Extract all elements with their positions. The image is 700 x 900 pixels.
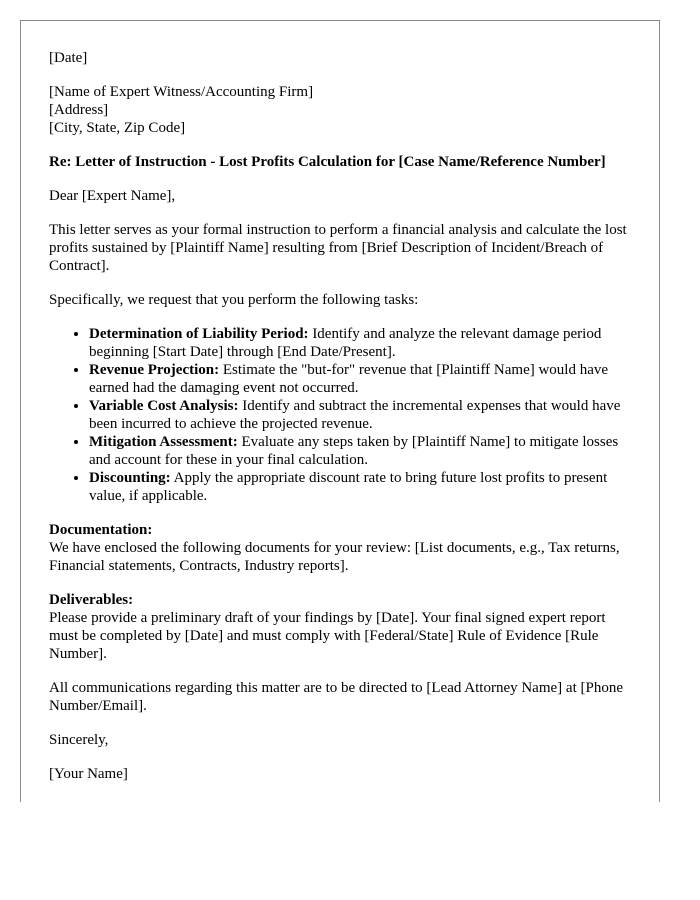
documentation-text: We have enclosed the following documents for your review: [List documents, e.g., Tax returns, Financial statements, Contracts, Industry reports]. bbox=[49, 540, 620, 574]
salutation: Dear [Expert Name], bbox=[49, 188, 176, 204]
deliverables-section bbox=[49, 591, 629, 663]
deliverables-text: Please provide a preliminary draft of your findings by [Date]. Your final signed expert report must be completed by [Date] and must comply with [Federal/State] Rule of Evidence [Rule Number]. bbox=[49, 610, 606, 662]
task-item bbox=[89, 361, 629, 397]
recipient-name: [Name of Expert Witness/Accounting Firm] bbox=[49, 84, 314, 100]
subject-line: Re: Letter of Instruction - Lost Profits Calculation for [Case Name/Reference Number] bbox=[49, 154, 606, 170]
task-title: Discounting: bbox=[89, 470, 171, 486]
documentation-section bbox=[49, 521, 629, 575]
task-title: Mitigation Assessment: bbox=[89, 434, 238, 450]
task-text: Apply the appropriate discount rate to bring future lost profits to present value, if applicable. bbox=[89, 470, 608, 504]
task-item bbox=[89, 397, 629, 433]
task-text: Evaluate any steps taken by [Plaintiff Name] to mitigate losses and account for these in your final calculation. bbox=[89, 434, 619, 468]
task-title: Revenue Projection: bbox=[89, 362, 220, 378]
signature: [Your Name] bbox=[49, 766, 128, 782]
closing: Sincerely, bbox=[49, 732, 109, 748]
recipient-city-state-zip: [City, State, Zip Code] bbox=[49, 120, 186, 136]
deliverables-heading: Deliverables: bbox=[49, 592, 134, 608]
task-title: Variable Cost Analysis: bbox=[89, 398, 239, 414]
task-title: Determination of Liability Period: bbox=[89, 326, 309, 342]
task-text: Identify and analyze the relevant damage period beginning [Start Date] through [End Date/Present]. bbox=[89, 326, 602, 360]
task-item bbox=[89, 433, 629, 469]
intro-paragraph: This letter serves as your formal instruction to perform a financial analysis and calculate the lost profits sustained by [Plaintiff Name] resulting from [Brief Description of Incident/Breach of Contract]. bbox=[49, 222, 627, 274]
task-text: Identify and subtract the incremental expenses that would have been incurred to achieve the projected revenue. bbox=[89, 398, 621, 432]
tasks-intro: Specifically, we request that you perform the following tasks: bbox=[49, 292, 419, 308]
task-item bbox=[89, 325, 629, 361]
letter-body bbox=[49, 49, 629, 783]
communications-paragraph: All communications regarding this matter are to be directed to [Lead Attorney Name] at [Phone Number/Email]. bbox=[49, 680, 623, 714]
recipient-address: [Address] bbox=[49, 102, 109, 118]
documentation-heading: Documentation: bbox=[49, 522, 153, 538]
letter-date: [Date] bbox=[49, 50, 88, 66]
recipient-block bbox=[49, 83, 629, 137]
task-list bbox=[49, 325, 629, 505]
task-text: Estimate the "but-for" revenue that [Plaintiff Name] would have earned had the damaging event not occurred. bbox=[89, 362, 609, 396]
letter-page bbox=[20, 20, 660, 802]
task-item bbox=[89, 469, 629, 505]
